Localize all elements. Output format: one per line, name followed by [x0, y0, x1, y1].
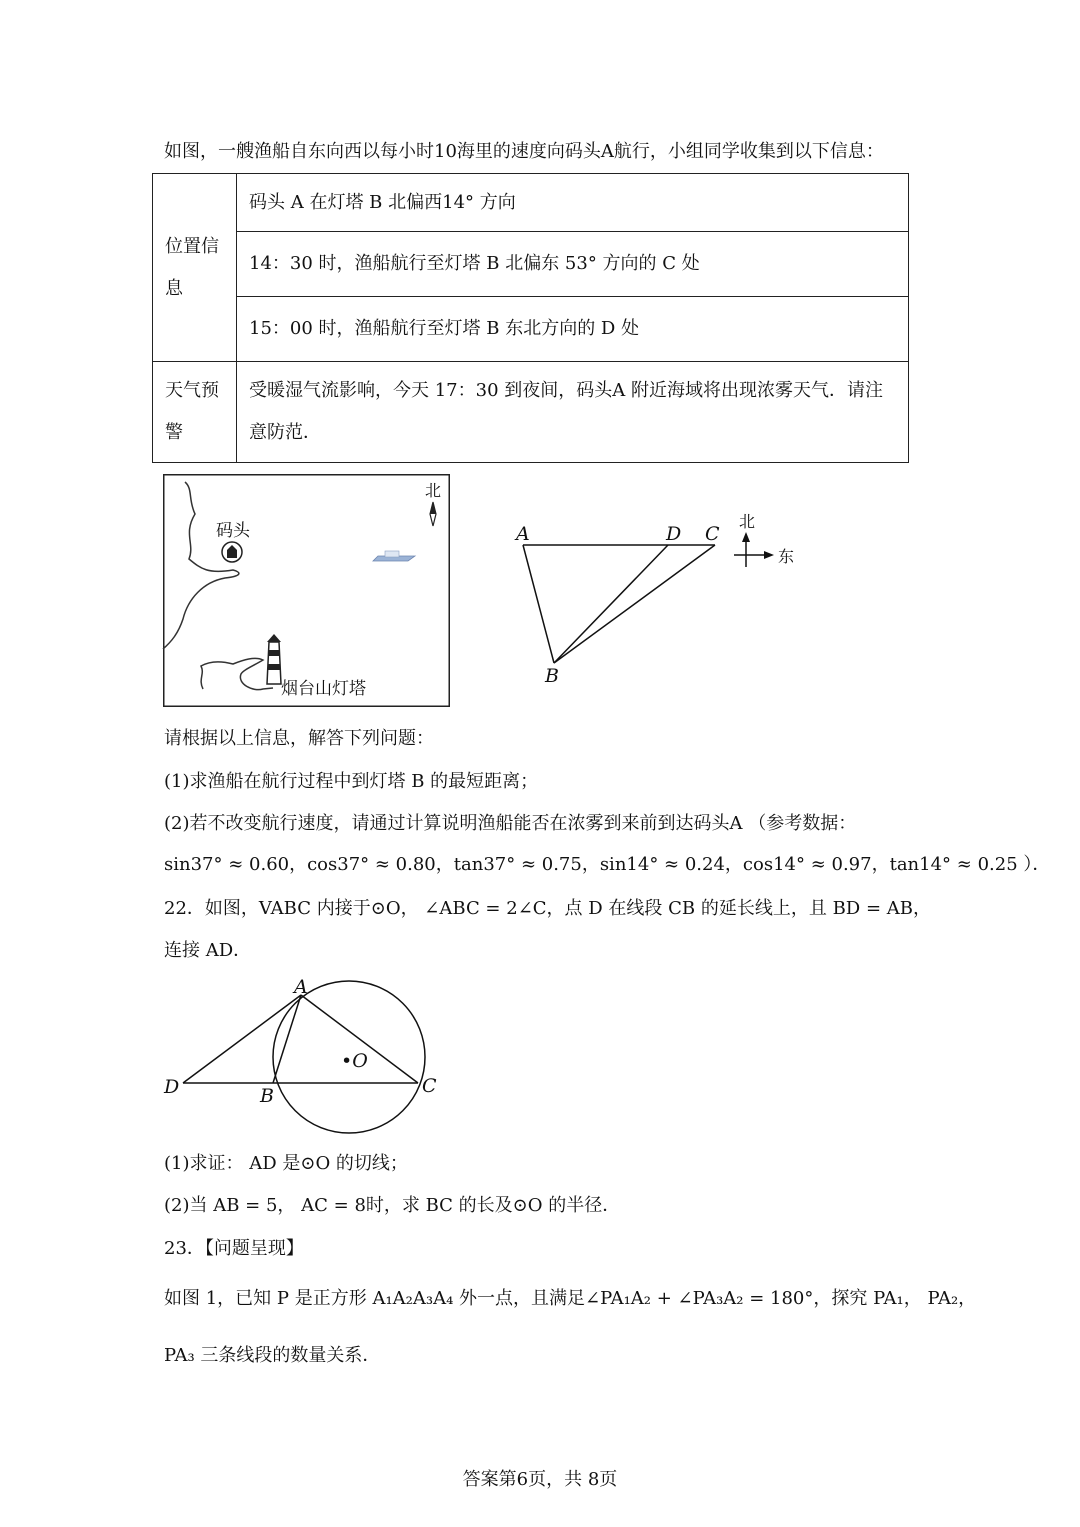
question-22-stem: 22．如图，VABC 内接于⊙O， ∠ABC = 2∠C，点 D 在线段 CB 的延长线上，且 BD = AB， — [164, 898, 931, 919]
position-info-header: 位置信息 — [153, 174, 237, 362]
question-23-stem-continued: PA₃ 三条线段的数量关系． — [164, 1345, 381, 1366]
question-21-part-1: (1)求渔船在航行过程中到灯塔 B 的最短距离； — [164, 771, 539, 792]
label-C: C — [705, 523, 720, 545]
lighthouse-label: 烟台山灯塔 — [281, 679, 366, 699]
question-21-prompt: 请根据以上信息，解答下列问题： — [164, 728, 434, 749]
lighthouse-icon — [267, 634, 281, 684]
center-O-label: •O — [341, 1050, 368, 1072]
page-footer: 答案第6页，共 8页 — [462, 1469, 618, 1490]
fishing-boat-icon — [373, 551, 415, 561]
question-21-intro: 如图，一艘渔船自东向西以每小时10海里的速度向码头A航行，小组同学收集到以下信息： — [164, 141, 884, 162]
weather-warning-header: 天气预警 — [153, 362, 237, 463]
label-D: D — [164, 1076, 180, 1098]
direction-arrows-icon — [734, 532, 774, 567]
east-label: 东 — [778, 547, 795, 566]
pier-label: 码头 — [216, 521, 250, 541]
bearing-figure — [510, 505, 810, 690]
question-22-part-1: (1)求证： AD 是⊙O 的切线； — [164, 1153, 408, 1174]
question-22-part-2: (2)当 AB = 5， AC = 8时，求 BC 的长及⊙O 的半径． — [164, 1195, 621, 1216]
label-C: C — [422, 1075, 437, 1097]
north-label: 北 — [739, 512, 756, 531]
label-A: A — [294, 976, 308, 998]
position-info-item-3: 15：00 时，渔船航行至灯塔 B 东北方向的 D 处 — [237, 297, 909, 362]
line-AB — [273, 995, 301, 1083]
question-21-part-2: (2)若不改变航行速度，请通过计算说明渔船能否在浓雾到来前到达码头A （参考数据： — [164, 813, 857, 834]
circle-figure — [160, 975, 450, 1110]
coastline-path — [163, 482, 239, 649]
info-table — [152, 173, 909, 463]
label-B: B — [260, 1085, 274, 1107]
cape-path — [201, 658, 273, 689]
question-23-stem: 如图 1，已知 P 是正方形 A₁A₂A₃A₄ 外一点，且满足∠PA₁A₂ + ∠PA₃A₂ = 180°，探究 PA₁， PA₂， — [164, 1288, 977, 1309]
weather-warning-text: 受暖湿气流影响，今天 17：30 到夜间，码头A 附近海域将出现浓雾天气．请注意防范． — [237, 362, 909, 463]
reference-data: sin37° ≈ 0.60，cos37° ≈ 0.80，tan37° ≈ 0.75，sin14° ≈ 0.24，cos14° ≈ 0.97，tan14° ≈ 0.25 ）． — [164, 854, 1051, 875]
map-north-label: 北 — [425, 481, 442, 500]
position-info-item-2: 14：30 时，渔船航行至灯塔 B 北偏东 53° 方向的 C 处 — [237, 232, 909, 297]
question-22-stem-continued: 连接 AD． — [164, 940, 252, 961]
label-B: B — [545, 665, 559, 687]
line-DA — [183, 995, 301, 1083]
map-border — [164, 475, 450, 707]
line-AB — [523, 545, 554, 663]
label-D: D — [666, 523, 682, 545]
question-23-title: 23．【问题呈现】 — [164, 1238, 304, 1259]
line-DB — [554, 545, 668, 663]
harbor-map — [163, 474, 450, 707]
line-CB — [554, 545, 715, 663]
position-info-item-1: 码头 A 在灯塔 B 北偏西14° 方向 — [237, 174, 909, 232]
label-A: A — [516, 523, 530, 545]
